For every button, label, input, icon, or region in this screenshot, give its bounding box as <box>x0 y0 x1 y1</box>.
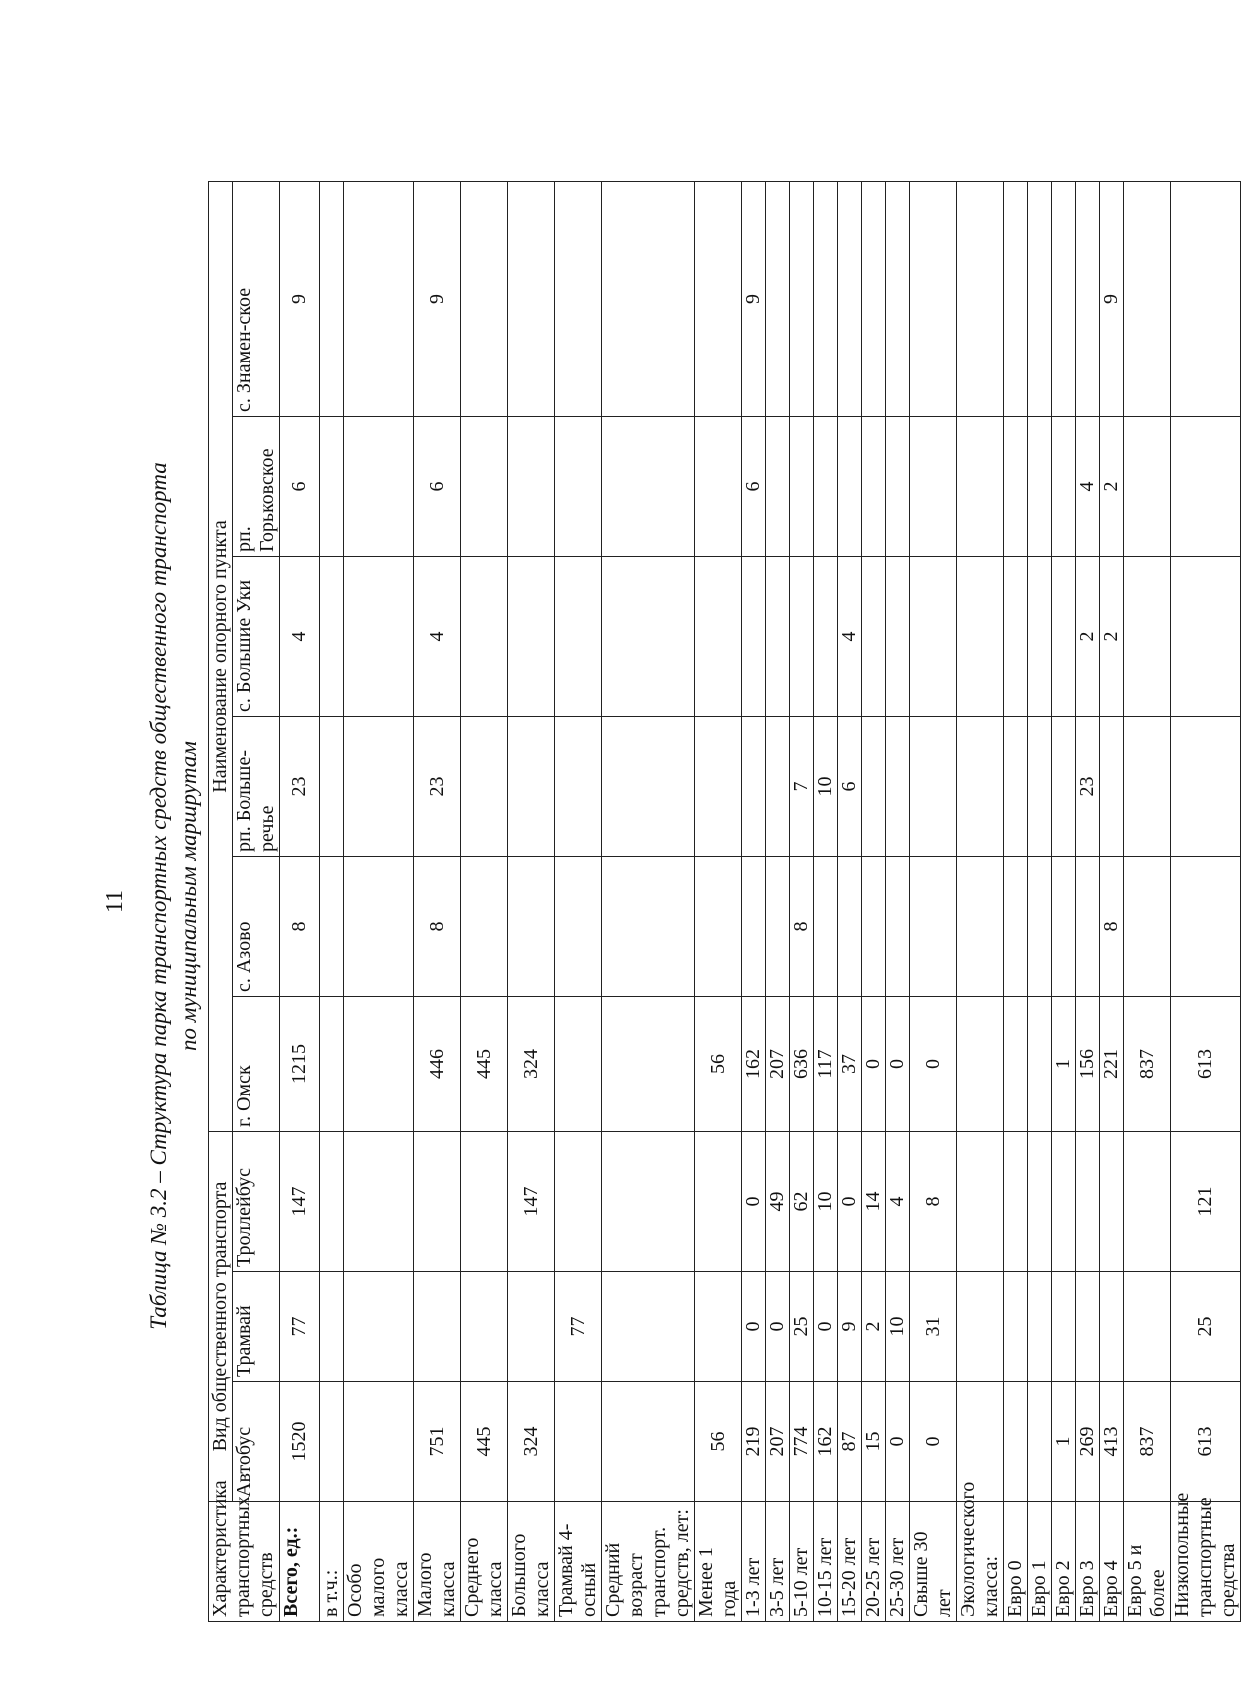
cell-value <box>555 181 602 416</box>
table-row <box>814 181 838 1621</box>
cell-value: 9 <box>1100 181 1124 416</box>
cell-value: 4 <box>414 556 461 716</box>
cell-value <box>695 716 742 856</box>
table-caption-line2: по муниципальным маршрутам <box>176 741 201 1051</box>
cell-value <box>886 716 910 856</box>
cell-value <box>1028 1272 1052 1382</box>
cell-value: 837 <box>1124 1382 1171 1502</box>
cell-value <box>1052 856 1076 996</box>
cell-value <box>602 1382 695 1502</box>
cell-value: 6 <box>414 416 461 556</box>
cell-value <box>602 996 695 1131</box>
cell-value: 147 <box>280 1131 320 1271</box>
cell-value <box>910 856 957 996</box>
cell-value: 1 <box>1052 1382 1076 1502</box>
cell-value <box>602 1272 695 1382</box>
cell-value: 269 <box>1076 1382 1100 1502</box>
cell-value <box>1004 1272 1028 1382</box>
row-label: Особо малого класса <box>344 1502 414 1622</box>
row-label: 20-25 лет <box>862 1502 886 1622</box>
cell-value: 0 <box>862 996 886 1131</box>
cell-value <box>1004 716 1028 856</box>
cell-value: 4 <box>886 1131 910 1271</box>
cell-value: 445 <box>461 1382 508 1502</box>
cell-value <box>1028 556 1052 716</box>
cell-value: 10 <box>814 716 838 856</box>
cell-value <box>1171 416 1241 556</box>
cell-value <box>862 556 886 716</box>
row-label: 5-10 лет <box>790 1502 814 1622</box>
cell-value <box>790 181 814 416</box>
row-label: Евро 5 и более <box>1124 1502 1171 1622</box>
table-row <box>838 181 862 1621</box>
row-label: Менее 1 года <box>695 1502 742 1622</box>
cell-value <box>602 1131 695 1271</box>
cell-value <box>344 181 414 416</box>
cell-value <box>742 556 766 716</box>
row-label: Свыше 30 лет <box>910 1502 957 1622</box>
cell-value: 10 <box>886 1272 910 1382</box>
cell-value: 0 <box>910 996 957 1131</box>
cell-value <box>957 716 1004 856</box>
cell-value: 221 <box>1100 996 1124 1131</box>
cell-value: 9 <box>742 181 766 416</box>
cell-value <box>957 416 1004 556</box>
cell-value <box>344 1382 414 1502</box>
cell-value: 77 <box>555 1272 602 1382</box>
cell-value <box>555 856 602 996</box>
cell-value <box>1076 1272 1100 1382</box>
cell-value: 324 <box>508 996 555 1131</box>
cell-value <box>1052 181 1076 416</box>
cell-value <box>1124 181 1171 416</box>
cell-value: 162 <box>742 996 766 1131</box>
cell-value: 837 <box>1124 996 1171 1131</box>
cell-value <box>344 716 414 856</box>
cell-value <box>1100 716 1124 856</box>
cell-value <box>1076 181 1100 416</box>
cell-value <box>508 716 555 856</box>
cell-value <box>414 1131 461 1271</box>
cell-value <box>1171 716 1241 856</box>
header-row-1 <box>209 181 233 1621</box>
cell-value <box>461 1131 508 1271</box>
table-row <box>886 181 910 1621</box>
cell-value <box>508 1272 555 1382</box>
cell-value <box>790 416 814 556</box>
cell-value: 8 <box>790 856 814 996</box>
cell-value <box>461 556 508 716</box>
header-col: Троллейбус <box>233 1131 280 1271</box>
cell-value <box>508 556 555 716</box>
header-col: Трамвай <box>233 1272 280 1382</box>
cell-value: 0 <box>814 1272 838 1382</box>
cell-value: 219 <box>742 1382 766 1502</box>
cell-value: 162 <box>814 1382 838 1502</box>
table-body <box>280 181 1241 1621</box>
cell-value: 207 <box>766 996 790 1131</box>
cell-value <box>344 996 414 1131</box>
cell-value: 121 <box>1171 1131 1241 1271</box>
table-row <box>602 181 695 1621</box>
rotated-content <box>100 136 1239 1656</box>
cell-value: 15 <box>862 1382 886 1502</box>
cell-value <box>1028 716 1052 856</box>
cell-value <box>957 556 1004 716</box>
cell-value: 7 <box>790 716 814 856</box>
cell-value: 49 <box>766 1131 790 1271</box>
cell-value <box>695 856 742 996</box>
cell-value: 774 <box>790 1382 814 1502</box>
cell-value <box>1124 856 1171 996</box>
cell-value: 2 <box>862 1272 886 1382</box>
cell-value <box>1100 1272 1124 1382</box>
cell-value <box>555 416 602 556</box>
cell-value: 636 <box>790 996 814 1131</box>
cell-value <box>1028 416 1052 556</box>
cell-value <box>862 856 886 996</box>
cell-value: 1215 <box>280 996 320 1131</box>
table-row <box>280 181 320 1621</box>
cell-value <box>957 1131 1004 1271</box>
cell-value <box>910 416 957 556</box>
row-label: 1-3 лет <box>742 1502 766 1622</box>
cell-value <box>414 1272 461 1382</box>
cell-value: 117 <box>814 996 838 1131</box>
cell-value <box>461 1272 508 1382</box>
header-col: с. Азово <box>233 856 280 996</box>
cell-value <box>461 856 508 996</box>
cell-value <box>344 1272 414 1382</box>
cell-value <box>461 181 508 416</box>
cell-value: 56 <box>695 996 742 1131</box>
cell-value: 25 <box>790 1272 814 1382</box>
cell-value: 207 <box>766 1382 790 1502</box>
cell-value: 0 <box>742 1272 766 1382</box>
cell-value <box>1124 1131 1171 1271</box>
table-row <box>910 181 957 1621</box>
cell-value <box>602 181 695 416</box>
cell-value <box>461 716 508 856</box>
row-label: Евро 0 <box>1004 1502 1028 1622</box>
row-label: Малого класса <box>414 1502 461 1622</box>
cell-value: 0 <box>766 1272 790 1382</box>
cell-value <box>1004 1382 1028 1502</box>
cell-value <box>555 556 602 716</box>
cell-value <box>1124 716 1171 856</box>
cell-value <box>766 716 790 856</box>
cell-value: 0 <box>886 996 910 1131</box>
cell-value <box>1028 996 1052 1131</box>
vehicle-fleet-table <box>208 181 1241 1622</box>
cell-value <box>886 856 910 996</box>
cell-value: 77 <box>280 1272 320 1382</box>
row-label: Средний возраст транспорт. средств, лет: <box>602 1502 695 1622</box>
cell-value: 23 <box>414 716 461 856</box>
cell-value <box>1052 416 1076 556</box>
cell-value <box>1004 181 1028 416</box>
cell-value: 0 <box>886 1382 910 1502</box>
cell-value <box>320 556 344 716</box>
cell-value <box>957 996 1004 1131</box>
cell-value: 613 <box>1171 1382 1241 1502</box>
cell-value <box>886 181 910 416</box>
cell-value <box>766 556 790 716</box>
row-label: 25-30 лет <box>886 1502 910 1622</box>
cell-value <box>766 181 790 416</box>
table-row <box>1076 181 1100 1621</box>
cell-value <box>910 181 957 416</box>
cell-value <box>344 856 414 996</box>
cell-value: 23 <box>280 716 320 856</box>
row-label: Низкопольные транспортные средства <box>1171 1502 1241 1622</box>
table-row <box>1004 181 1028 1621</box>
cell-value <box>695 1272 742 1382</box>
cell-value <box>320 856 344 996</box>
cell-value: 8 <box>1100 856 1124 996</box>
cell-value: 87 <box>838 1382 862 1502</box>
cell-value <box>1028 181 1052 416</box>
table-row <box>414 181 461 1621</box>
cell-value <box>555 1131 602 1271</box>
table-row <box>555 181 602 1621</box>
cell-value <box>1004 856 1028 996</box>
table-row <box>1052 181 1076 1621</box>
cell-value: 8 <box>414 856 461 996</box>
cell-value <box>1124 416 1171 556</box>
cell-value <box>1100 1131 1124 1271</box>
cell-value <box>862 416 886 556</box>
cell-value <box>790 556 814 716</box>
cell-value: 6 <box>742 416 766 556</box>
row-label: Трамвай 4-осный <box>555 1502 602 1622</box>
cell-value <box>1076 1131 1100 1271</box>
cell-value <box>886 556 910 716</box>
cell-value <box>344 1131 414 1271</box>
cell-value: 23 <box>1076 716 1100 856</box>
cell-value: 6 <box>838 716 862 856</box>
cell-value: 31 <box>910 1272 957 1382</box>
row-label: Всего, ед.: <box>280 1502 320 1622</box>
cell-value <box>602 856 695 996</box>
cell-value <box>508 416 555 556</box>
cell-value: 413 <box>1100 1382 1124 1502</box>
cell-value <box>320 716 344 856</box>
cell-value <box>461 416 508 556</box>
table-row <box>1124 181 1171 1621</box>
cell-value: 0 <box>838 1131 862 1271</box>
row-label: Большого класса <box>508 1502 555 1622</box>
cell-value <box>555 1382 602 1502</box>
cell-value <box>910 556 957 716</box>
table-row <box>790 181 814 1621</box>
cell-value <box>957 856 1004 996</box>
cell-value: 4 <box>1076 416 1100 556</box>
cell-value <box>1052 556 1076 716</box>
cell-value <box>957 181 1004 416</box>
cell-value <box>508 856 555 996</box>
row-label: 3-5 лет <box>766 1502 790 1622</box>
row-label: 15-20 лет <box>838 1502 862 1622</box>
cell-value <box>695 1131 742 1271</box>
table-row <box>695 181 742 1621</box>
table-row <box>1100 181 1124 1621</box>
cell-value <box>320 1382 344 1502</box>
header-support-point: Наименование опорного пункта <box>209 181 233 1131</box>
cell-value: 446 <box>414 996 461 1131</box>
cell-value <box>838 181 862 416</box>
cell-value <box>957 1272 1004 1382</box>
cell-value: 37 <box>838 996 862 1131</box>
cell-value <box>1004 1131 1028 1271</box>
row-label: Евро 1 <box>1028 1502 1052 1622</box>
cell-value <box>602 716 695 856</box>
cell-value <box>320 181 344 416</box>
table-row <box>320 181 344 1621</box>
cell-value: 8 <box>280 856 320 996</box>
cell-value: 6 <box>280 416 320 556</box>
cell-value <box>814 556 838 716</box>
cell-value <box>862 716 886 856</box>
cell-value: 0 <box>910 1382 957 1502</box>
cell-value: 2 <box>1100 556 1124 716</box>
cell-value <box>1076 856 1100 996</box>
table-row <box>742 181 766 1621</box>
table-row <box>1028 181 1052 1621</box>
cell-value <box>695 181 742 416</box>
cell-value: 0 <box>742 1131 766 1271</box>
cell-value <box>766 856 790 996</box>
cell-value <box>1052 716 1076 856</box>
cell-value <box>1028 856 1052 996</box>
cell-value: 9 <box>280 181 320 416</box>
table-row <box>766 181 790 1621</box>
cell-value <box>862 181 886 416</box>
cell-value: 156 <box>1076 996 1100 1131</box>
header-col: рп. Горьковское <box>233 416 280 556</box>
cell-value: 2 <box>1076 556 1100 716</box>
cell-value <box>886 416 910 556</box>
header-col: г. Омск <box>233 996 280 1131</box>
cell-value <box>1171 556 1241 716</box>
cell-value: 2 <box>1100 416 1124 556</box>
header-characteristic: Характеристика транспортных средств <box>209 1502 280 1622</box>
cell-value <box>320 1272 344 1382</box>
cell-value <box>814 416 838 556</box>
cell-value: 1 <box>1052 996 1076 1131</box>
cell-value <box>742 856 766 996</box>
cell-value <box>742 716 766 856</box>
cell-value <box>602 556 695 716</box>
cell-value <box>766 416 790 556</box>
table-row <box>1171 181 1241 1621</box>
cell-value: 751 <box>414 1382 461 1502</box>
cell-value <box>1028 1131 1052 1271</box>
cell-value <box>695 556 742 716</box>
cell-value <box>320 416 344 556</box>
cell-value <box>1052 1131 1076 1271</box>
cell-value: 147 <box>508 1131 555 1271</box>
cell-value <box>344 416 414 556</box>
cell-value <box>320 996 344 1131</box>
cell-value <box>814 856 838 996</box>
cell-value <box>555 996 602 1131</box>
header-col: рп. Больше-речье <box>233 716 280 856</box>
table-row <box>344 181 414 1621</box>
header-col: с. Большие Уки <box>233 556 280 716</box>
cell-value <box>1124 1272 1171 1382</box>
header-transport-type: Вид общественного транспорта <box>209 1131 233 1501</box>
cell-value <box>602 416 695 556</box>
cell-value <box>555 716 602 856</box>
row-label: Среднего класса <box>461 1502 508 1622</box>
table-row <box>508 181 555 1621</box>
cell-value <box>910 716 957 856</box>
page-number: 11 <box>102 889 129 914</box>
row-label: Экологического класса: <box>957 1502 1004 1622</box>
cell-value: 445 <box>461 996 508 1131</box>
cell-value <box>814 181 838 416</box>
cell-value: 8 <box>910 1131 957 1271</box>
cell-value <box>695 416 742 556</box>
row-label: Евро 4 <box>1100 1502 1124 1622</box>
row-label: 10-15 лет <box>814 1502 838 1622</box>
table-row <box>957 181 1004 1621</box>
cell-value <box>344 556 414 716</box>
cell-value: 613 <box>1171 996 1241 1131</box>
cell-value: 56 <box>695 1382 742 1502</box>
cell-value: 9 <box>838 1272 862 1382</box>
cell-value: 25 <box>1171 1272 1241 1382</box>
header-col: Автобус <box>233 1382 280 1502</box>
cell-value <box>320 1131 344 1271</box>
cell-value <box>838 416 862 556</box>
cell-value <box>1171 856 1241 996</box>
row-label: в т.ч.: <box>320 1502 344 1622</box>
cell-value: 1520 <box>280 1382 320 1502</box>
row-label: Евро 2 <box>1052 1502 1076 1622</box>
cell-value <box>1004 416 1028 556</box>
cell-value: 324 <box>508 1382 555 1502</box>
cell-value <box>1124 556 1171 716</box>
header-row-2 <box>233 181 280 1621</box>
cell-value <box>508 181 555 416</box>
table-caption-line1: Таблица № 3.2 – Структура парка транспортных средств общественного транспорта <box>146 462 171 1330</box>
table-row <box>461 181 508 1621</box>
row-label: Евро 3 <box>1076 1502 1100 1622</box>
cell-value <box>1171 181 1241 416</box>
cell-value: 4 <box>280 556 320 716</box>
header-col: с. Знамен-ское <box>233 181 280 416</box>
cell-value: 10 <box>814 1131 838 1271</box>
cell-value: 62 <box>790 1131 814 1271</box>
cell-value <box>1052 1272 1076 1382</box>
table-row <box>862 181 886 1621</box>
cell-value: 9 <box>414 181 461 416</box>
cell-value <box>1004 996 1028 1131</box>
cell-value: 4 <box>838 556 862 716</box>
cell-value: 14 <box>862 1131 886 1271</box>
cell-value <box>1004 556 1028 716</box>
cell-value <box>838 856 862 996</box>
cell-value <box>1028 1382 1052 1502</box>
